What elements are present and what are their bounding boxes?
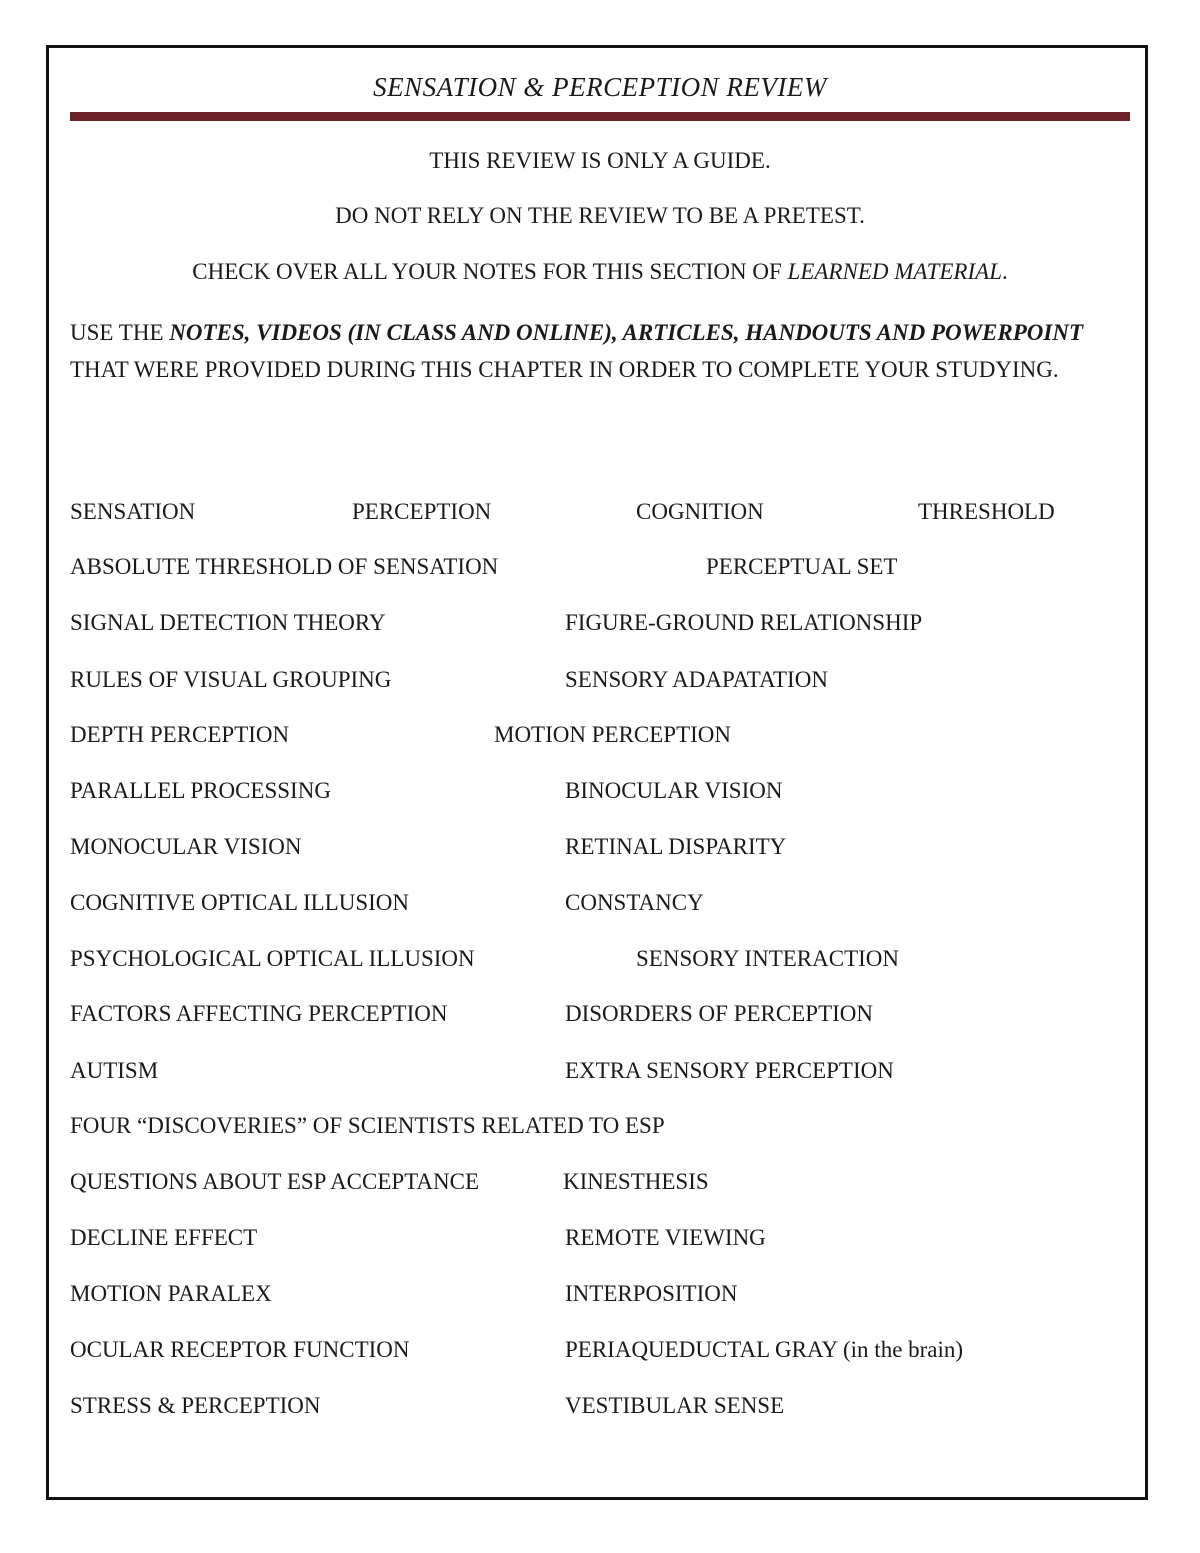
term-item: PERIAQUEDUCTAL GRAY (in the brain) <box>565 1337 964 1362</box>
intro-line-2: DO NOT RELY ON THE REVIEW TO BE A PRETEST. <box>335 203 865 228</box>
term-item: QUESTIONS ABOUT ESP ACCEPTANCE <box>70 1169 480 1194</box>
term-item: MOTION PARALEX <box>70 1281 272 1306</box>
term-item: KINESTHESIS <box>563 1169 709 1194</box>
term-item: COGNITION <box>636 499 764 524</box>
intro-line-3-suffix: . <box>1001 259 1008 284</box>
term-item: SENSORY ADAPATATION <box>565 667 828 692</box>
term-item: PSYCHOLOGICAL OPTICAL ILLUSION <box>70 946 475 971</box>
instructions-prefix: USE THE <box>70 320 170 345</box>
term-item: STRESS & PERCEPTION <box>70 1393 321 1418</box>
instructions-resources: NOTES, VIDEOS (IN CLASS AND ONLINE), ARTICLES, HANDOUTS AND POWERPOINT <box>169 320 1083 345</box>
term-item: SIGNAL DETECTION THEORY <box>70 610 386 635</box>
term-item: EXTRA SENSORY PERCEPTION <box>565 1058 894 1083</box>
term-item: COGNITIVE OPTICAL ILLUSION <box>70 890 409 915</box>
term-item: VESTIBULAR SENSE <box>565 1393 785 1418</box>
term-item: OCULAR RECEPTOR FUNCTION <box>70 1337 410 1362</box>
term-item: MONOCULAR VISION <box>70 834 302 859</box>
term-item: MOTION PERCEPTION <box>494 722 732 747</box>
term-item: PERCEPTUAL SET <box>706 554 898 579</box>
intro-line-3-prefix: CHECK OVER ALL YOUR NOTES FOR THIS SECTION OF <box>192 259 788 284</box>
intro-line-3-emphasis: LEARNED MATERIAL <box>787 259 1002 284</box>
term-item: REMOTE VIEWING <box>565 1225 766 1250</box>
term-item: RETINAL DISPARITY <box>565 834 787 859</box>
term-item: PERCEPTION <box>352 499 492 524</box>
term-item: SENSORY INTERACTION <box>636 946 900 971</box>
term-item: DECLINE EFFECT <box>70 1225 258 1250</box>
term-item: THRESHOLD <box>918 499 1055 524</box>
term-item: ABSOLUTE THRESHOLD OF SENSATION <box>70 554 499 579</box>
term-item: BINOCULAR VISION <box>565 778 783 803</box>
term-item: FACTORS AFFECTING PERCEPTION <box>70 1001 448 1026</box>
term-item: AUTISM <box>70 1058 159 1083</box>
page-title: SENSATION & PERCEPTION REVIEW <box>373 72 827 102</box>
term-item: PARALLEL PROCESSING <box>70 778 331 803</box>
term-item: SENSATION <box>70 499 196 524</box>
term-item: CONSTANCY <box>565 890 704 915</box>
intro-line-3 <box>0 259 1200 285</box>
term-item: INTERPOSITION <box>565 1281 738 1306</box>
term-item: RULES OF VISUAL GROUPING <box>70 667 392 692</box>
instructions-suffix: THAT WERE PROVIDED DURING THIS CHAPTER IN ORDER TO COMPLETE YOUR STUDYING. <box>70 357 1059 382</box>
title-rule <box>70 112 1130 121</box>
term-item: FOUR “DISCOVERIES” OF SCIENTISTS RELATED TO ESP <box>70 1113 665 1138</box>
study-instructions <box>70 314 1130 388</box>
intro-line-1: THIS REVIEW IS ONLY A GUIDE. <box>429 148 771 173</box>
term-item: DISORDERS OF PERCEPTION <box>565 1001 873 1026</box>
term-item: DEPTH PERCEPTION <box>70 722 290 747</box>
term-item: FIGURE-GROUND RELATIONSHIP <box>565 610 923 635</box>
